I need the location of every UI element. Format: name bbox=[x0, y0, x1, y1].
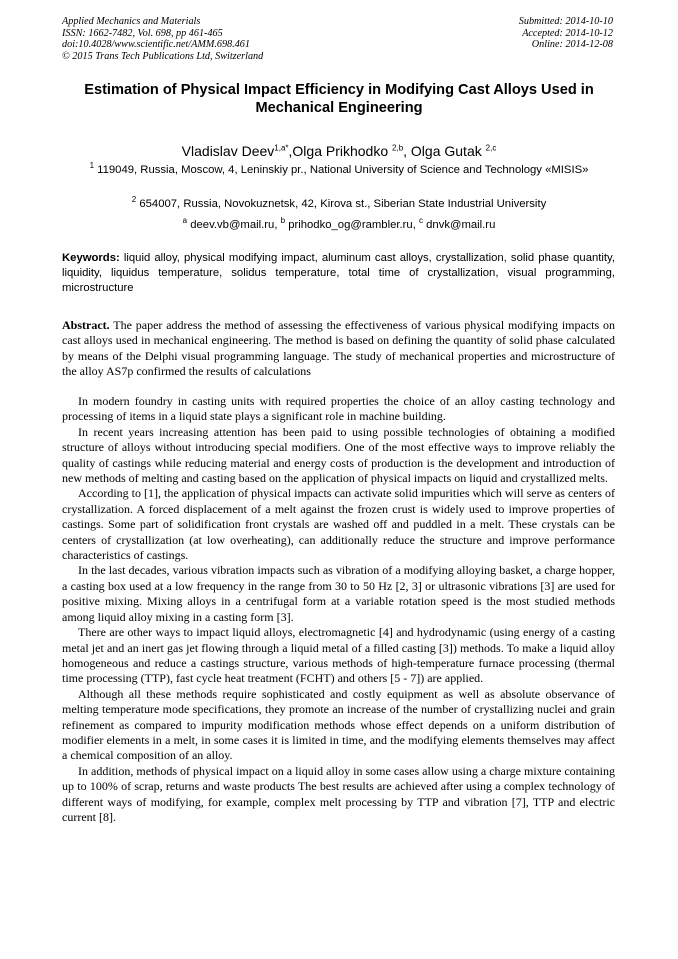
dates-header bbox=[519, 16, 613, 51]
doi-line: doi:10.4028/www.scientific.net/AMM.698.461 bbox=[62, 39, 250, 51]
journal-header bbox=[62, 16, 263, 62]
email-address[interactable]: dnvk@mail.ru bbox=[426, 219, 496, 231]
author-affiliation-mark: 1,a* bbox=[274, 143, 289, 153]
journal-name: Applied Mechanics and Materials bbox=[62, 16, 201, 27]
email-list: $^a$ deev.vb@mail.ru, $^b$ prihodko_og@rambler.ru, $^c$ dnvk@mail.ru bbox=[182, 216, 496, 231]
submitted-date: Submitted: 2014-10-10 bbox=[518, 16, 613, 27]
abstract-text: The paper address the method of assessing the effectiveness of various physical modifying impacts on cast alloys used in mechanical engineering. The method is based on defining the quantity of solid phase calculated by means of the Delphi visual programming language. The study of mechanical properties and microstructure of the alloy AS7p confirmed the results of calculations bbox=[62, 318, 615, 379]
email-mark: b bbox=[280, 216, 286, 226]
body-paragraph: According to [1], the application of physical impacts can activate solid impurities which will serve as centers of crystallization. A forced displacement of a melt against the frozen crust is widely used to improve properties of castings. Some part of solidification front crystals are washed off and puddled in a melt. These crystals can be centers of crystallization (at low overheating), can additionally reduce the structure and improve performance characteristics of castings. bbox=[62, 486, 615, 563]
body-paragraph: In modern foundry in casting units with required properties the choice of an alloy casting technology and processing of items in a liquid state plays a significant role in machine building. bbox=[62, 394, 615, 424]
abstract-section bbox=[62, 318, 615, 380]
affiliation-mark: 1 bbox=[89, 161, 95, 171]
email-mark: c bbox=[418, 216, 423, 226]
author-affiliation-mark: 2,c bbox=[485, 143, 497, 153]
affiliation-2 bbox=[60, 197, 618, 212]
keywords-section bbox=[62, 251, 615, 297]
abstract-label: Abstract. bbox=[62, 318, 110, 332]
author-name: Vladislav Deev bbox=[181, 143, 275, 159]
body-paragraph: Although all these methods require sophisticated and costly equipment as well as absolute observance of melting temperature mode specifications, they promote an increase of the number of crystallizing nuclei and grain refinement as compared to impurity modification methods whose effect depends on a uniform distribution of modifier elements in a melt, in some cases it is limited in time, and the modifying elements themselves may affect a chemical composition of an alloy. bbox=[62, 686, 615, 763]
paper-title: Estimation of Physical Impact Efficiency in Modifying Cast Alloys Used in Mechanical Engineering bbox=[84, 82, 594, 116]
affiliation-1 bbox=[60, 163, 618, 178]
online-date: Online: 2014-12-08 bbox=[531, 39, 613, 51]
keywords-text: liquid alloy, physical modifying impact, aluminum cast alloys, crystallization, solid phase quantity, liquidity, liquidus temperature, solidus temperature, total time of crystallization, visual programming, microstructure bbox=[62, 252, 616, 295]
copyright-line: © 2015 Trans Tech Publications Ltd, Switzerland bbox=[62, 50, 264, 62]
body-paragraph: There are other ways to impact liquid alloys, electromagnetic [4] and hydrodynamic (using energy of a casting metal jet and an inert gas jet flowing through a liquid metal of a filled casting [3]) methods. To make a liquid alloy homogeneous and reduce a castings structure, various methods of high-temperature furnace processing (thermal time processing (TTP), fast cycle heat treatment (FCHT) and others [5 - 7]) are applied. bbox=[62, 625, 615, 686]
body-paragraph: In addition, methods of physical impact on a liquid alloy in some cases allow using a charge mixture containing up to 100% of scrap, returns and waste products The best results are achieved after using a complex technology of different ways of modifying, for example, complex melt processing by TTP and vibration [7], TTP and electric current [8]. bbox=[62, 763, 615, 824]
keywords-label: Keywords: bbox=[62, 252, 120, 264]
body-paragraph: In recent years increasing attention has been paid to using possible technologies of obtaining a modified structure of alloys without introducing special modifiers. One of the most effective ways to improve reliably the quality of castings while reducing material and energy costs of production is the development and introduction of new methods of melting and casting based on the application of physical impacts on liquid and crystallized melts. bbox=[62, 424, 615, 486]
email-mark: a bbox=[182, 216, 188, 226]
author-affiliation-mark: 2,b bbox=[392, 143, 404, 153]
affiliation-mark: 2 bbox=[131, 195, 137, 205]
affiliation-text: 654007, Russia, Novokuznetsk, 42, Kirova st., Siberian State Industrial University bbox=[139, 198, 547, 210]
author-list: Vladislav Deev$^{1,a*}$,Olga Prikhodko $^{2,b}$, Olga Gutak $^{2,c}$ bbox=[181, 143, 497, 159]
author-name: Olga Prikhodko bbox=[292, 143, 389, 159]
email-address[interactable]: deev.vb@mail.ru bbox=[190, 219, 275, 231]
body-text bbox=[62, 394, 615, 825]
issn-line: ISSN: 1662-7482, Vol. 698, pp 461-465 bbox=[62, 27, 223, 39]
body-paragraph: In the last decades, various vibration impacts such as vibration of a modifying alloying basket, a charge hopper, a casting box used at a low frequency in the range from 30 to 50 Hz [2, 3] or ultrasonic vibrations [3] are used for positive mixing. Mixing alloys in a centrifugal form at a variable rotation speed is the most studied methods among liquid alloy mixing in a casting form [3]. bbox=[62, 563, 615, 624]
author-name: Olga Gutak bbox=[410, 143, 482, 159]
affiliation-text: 119049, Russia, Moscow, 4, Leninskiy pr., National University of Science and Technology «MISIS» bbox=[97, 164, 589, 176]
accepted-date: Accepted: 2014-10-12 bbox=[522, 27, 613, 39]
email-address[interactable]: prihodko_og@rambler.ru bbox=[288, 219, 413, 231]
